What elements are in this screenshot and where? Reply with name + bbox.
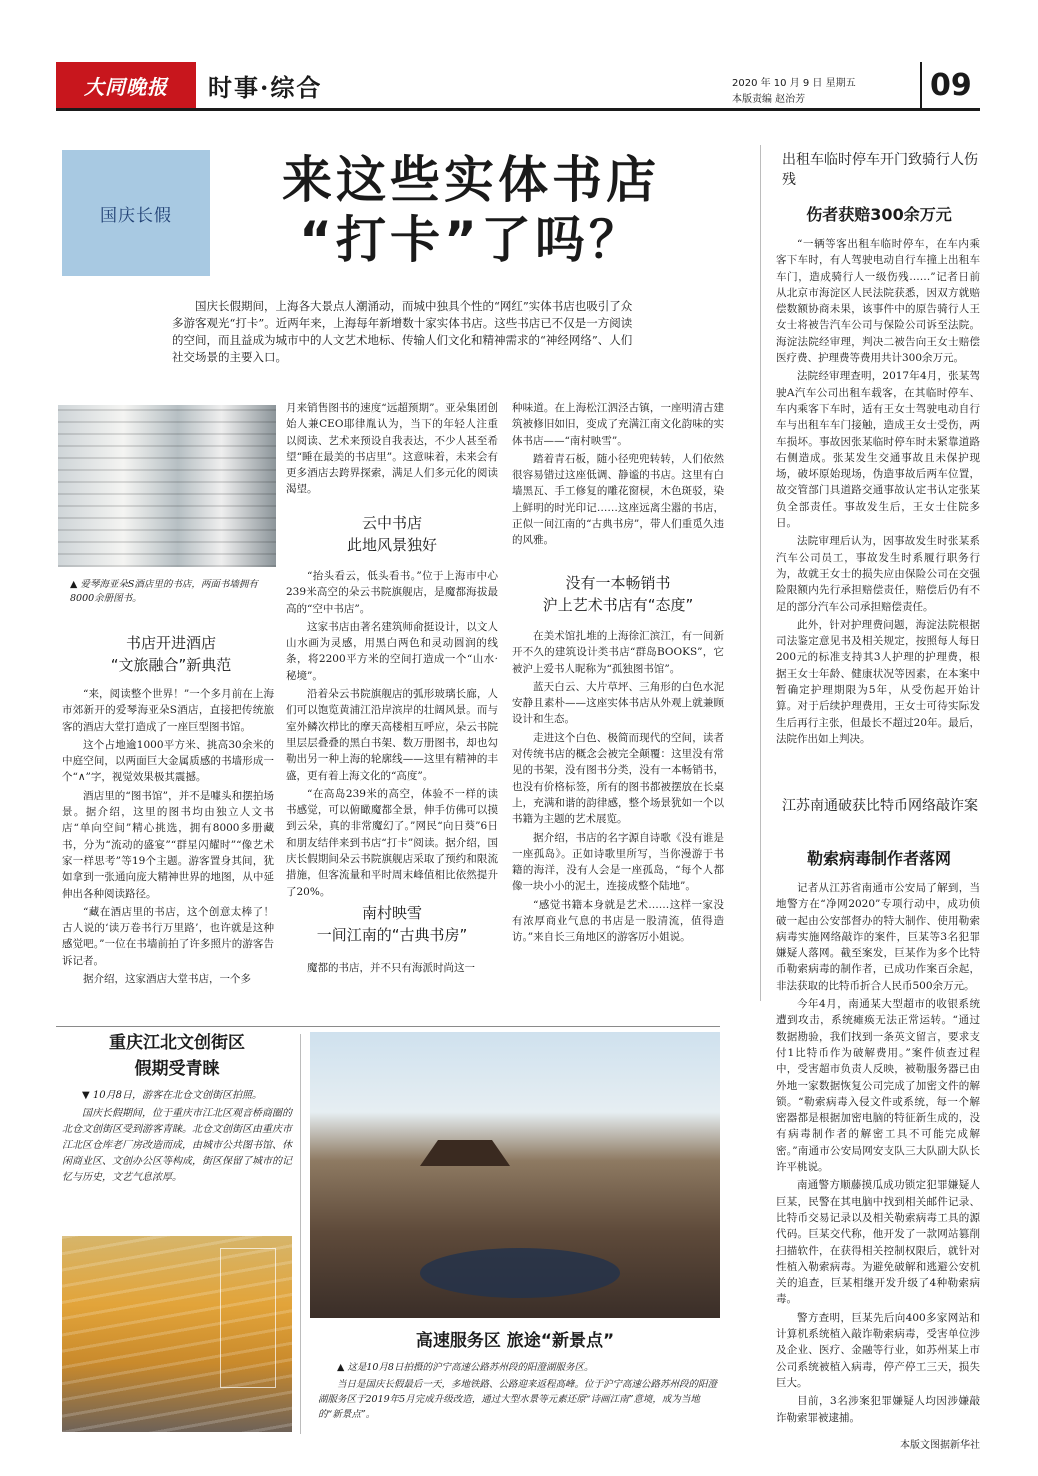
- service-area-caption: [318, 1360, 718, 1424]
- paragraph: 据介绍，书店的名字源自诗歌《没有谁是一座孤岛》。正如诗歌里所写，当你漫游于书籍的海洋，没有人会是一座孤岛，“每个人都像一块小小的泥土，连接成整个陆地”。: [512, 831, 724, 893]
- column-divider: [760, 145, 761, 1001]
- service-area-photo-pool: [420, 1248, 620, 1298]
- headline-line: 重庆江北文创街区: [109, 1033, 245, 1053]
- chongqing-story-headline: [62, 1030, 292, 1082]
- article-column-3b: [512, 628, 724, 948]
- paragraph: 今年4月，南通某大型超市的收银系统遭到攻击，系统瘫痪无法正常运转。“通过数据勘验，我们找到一条英文留言，要求支付1比特币作为破解费用。”案件侦查过程中，受害超市负责人反映，被勒服务器已由外地一家数据恢复公司完成了加密文件的解锁。“勒索病毒入侵文件或系统，每一个解密器都是根据加密电脑的特征新生成的，没有病毒制作者的解密工具不可能完成解密。”南通市公安局网安支队三大队副大队长许平桃说。: [776, 998, 980, 1174]
- subhead-line: “文旅融合”新典范: [110, 656, 232, 674]
- paragraph: 在美术馆扎堆的上海徐汇滨江，有一间新开不久的建筑设计类书店“群岛BOOKS”，它被沪上爱书人昵称为“孤独图书馆”。: [512, 630, 724, 675]
- article-column-2b: [286, 568, 498, 902]
- paragraph: “一辆等客出租车临时停车，在车内乘客下车时，有人驾驶电动自行车撞上出租车车门，造成骑行人一级伤残……”记者日前从北京市海淀区人民法院获悉，因双方就赔偿数额协商未果，该事件中的原告骑行人王女士将被告汽车公司与保险公司诉至法院。海淀法院经审理，判决二被告向王女士赔偿医疗费、护理费等费用共计300余万元。: [776, 238, 980, 365]
- paragraph: “感觉书籍本身就是艺术……这样一家没有浓厚商业气息的书店是一股清流，值得造访。”来自长三角地区的游客厉小姐说。: [512, 898, 724, 944]
- headline-line: 假期受青睐: [134, 1059, 220, 1079]
- lead-headline: [236, 150, 706, 270]
- paragraph: 种味道。在上海松江泗泾古镇，一座明清古建筑被修旧如旧，变成了充满江南文化韵味的实体书店——“南村映雪”。: [512, 402, 724, 447]
- paragraph: 当日是国庆长假最后一天，多地铁路、公路迎来返程高峰。位于沪宁高速公路苏州段的阳澄湖服务区于2019年5月完成升级改造，通过大型水景等元素还原“诗画江南”意境，成为当地的“新景点”。: [318, 1379, 718, 1420]
- paragraph: 法院审理后认为，因事故发生时张某系汽车公司员工，事故发生时系履行职务行为，故就王女士的损失应由保险公司在交强险限额内先行承担赔偿责任，赔偿后仍有不足的部分汽车公司承担赔偿责任。: [776, 535, 980, 613]
- paragraph: 这家书店由著名建筑师俞挺设计，以文人山水画为灵感，用黑白两色和灵动圆润的线条，将2200平方米的空间打造成一个“山水·秘境”。: [286, 620, 498, 682]
- subhead-line: 没有一本畅销书: [565, 574, 671, 592]
- subhead-line: 云中书店: [361, 514, 422, 532]
- taxi-story-headline: 伤者获赔300余万元: [806, 205, 952, 224]
- paragraph: 酒店里的“图书馆”，并不是噱头和摆拍场景。据介绍，这里的图书均由独立人文书店“单向空间”精心挑选，拥有8000多册藏书，分为“流动的盛宴”“群星闪耀时”“像艺术家一样思考”等19个主题。游客置身其间，犹如拿到一张通向庞大精神世界的地图，从中延伸出各种阅读路径。: [62, 789, 274, 900]
- paragraph: ▲ 这是10月8日拍摄的沪宁高速公路苏州段的阳澄湖服务区。: [337, 1362, 594, 1373]
- subhead-hotel-bookstore: [62, 632, 280, 676]
- article-column-2a: [286, 400, 498, 500]
- taxi-story-body: [776, 236, 980, 749]
- paragraph: 沿着朵云书院旗舰店的弧形玻璃长廊，人们可以饱览黄浦江沿岸滨岸的壮阔风景。而与室外鳞次栉比的摩天高楼相互呼应，朵云书院里层层叠叠的黑白书架、数万册图书，却也勾勒出另一种上海的轮廓线——这里有精神的丰盛，更有着上海文化的“高度”。: [286, 688, 498, 782]
- article-column-1: [62, 686, 274, 989]
- paragraph: 南通警方顺藤摸瓜成功锁定犯罪嫌疑人巨某，民警在其电脑中找到相关邮件记录、比特币交易记录以及相关勒索病毒工具的源代码。巨某交代称，他开发了一款网站篡削扫描软件，在获得相关控制权限后，就针对性植入勒索病毒。为避免破解和逃避公安机关的追查，巨某相继开发升级了4种勒索病毒。: [776, 1179, 980, 1306]
- paragraph: 国庆长假期间，位于重庆市江北区观音桥商圈的北仓文创街区受到游客青睐。北仓文创街区由重庆市江北区仓库老厂房改造而成，由城市公共图书馆、休闲商业区、文创办公区等构成，街区保留了城市的记忆与历史，文艺气息浓厚。: [62, 1108, 292, 1183]
- paragraph: 这个占地逾1000平方米、挑高30余米的中庭空间，以两面巨大金属质感的书墙形成一个“∧”字，视觉效果极其震撼。: [62, 738, 274, 784]
- issue-date: 2020 年 10 月 9 日 星期五: [732, 78, 856, 89]
- date-line: [732, 76, 856, 108]
- paragraph: 警方查明，巨某先后向400多家网站和计算机系统植入敲诈勒索病毒，受害单位涉及企业、医疗、金融等行业，如苏州某上市公司系统被植入病毒，停产停工三天，损失巨大。: [776, 1311, 980, 1389]
- topic-tag-label: 国庆长假: [100, 205, 172, 226]
- article-column-2c: [286, 960, 498, 978]
- stairs-photo-sign: [220, 1248, 276, 1388]
- bookstore-photo-shelves: [58, 405, 276, 567]
- subhead-line: 书店开进酒店: [125, 634, 216, 652]
- paragraph: 踏着青石板，随小径兜兜转转，人们依然很容易错过这座低调、静谧的书店。这里有白墙黑瓦、手工修复的雕花窗棂，木色斑驳，染上鲜明的时光印记……这座远离尘嚣的书店，正似一间江南的“古典书房”，带人们重觅久违的风雅。: [512, 452, 724, 547]
- subhead-art-bookstore: [512, 572, 724, 616]
- subhead-line: 南村映雪: [361, 904, 422, 922]
- lead-headline-line1: 来这些实体书店: [282, 151, 660, 209]
- paragraph: 法院经审理查明，2017年4月，张某驾驶A汽车公司出租车载客，在其临时停车、车内乘客下车时，适有王女士驾驶电动自行车与出租车车门接触，造成王女士受伤，两车损坏。事故因张某临时停车时未紧靠道路右侧造成。张某发生交通事故且未保护现场，破坏原始现场，伪造事故后两车位置，故交管部门具道路交通事故认定书认定张某负全部责任。事故发生后，王女士住院多日。: [776, 370, 980, 530]
- paragraph: “在高岛239米的高空，体验不一样的读书感觉，可以俯瞰魔都全景，伸手仿佛可以摸到云朵，真的非常魔幻了。”网民“向日葵”6日和朋友结伴来到书店“打卡”阅读。据介绍，国庆长假期间朵云书院旗舰店采取了预约和限流措施，但客流量和平时周末峰值相比依然提升了20%。: [286, 787, 498, 898]
- subhead-line: 沪上艺术书店有“态度”: [542, 596, 694, 614]
- taxi-story-kicker: 出租车临时停车开门致骑行人伤残: [782, 152, 978, 188]
- bottom-column-divider: [300, 1034, 301, 1434]
- section-title: 时事·综合: [208, 73, 323, 102]
- lead-headline-line2: “打卡”了吗？: [299, 211, 643, 269]
- subhead-line: 此地风景独好: [346, 536, 437, 554]
- article-column-3a: [512, 400, 724, 551]
- paragraph: ▼ 10月8日，游客在北仓文创街区拍照。: [82, 1090, 262, 1101]
- subhead-cloud-bookstore: [286, 512, 498, 556]
- paragraph: 走进这个白色、极简而现代的空间，读者对传统书店的概念会被完全颠覆：这里没有常见的书架，没有图书分类，没有一本畅销书，也没有价格标签，所有的图书都被摆放在长桌上，充满和谐的韵律感，整个场景犹如一个以书籍为主题的艺术展览。: [512, 731, 724, 826]
- photo-credit: 本版文图据新华社: [900, 1440, 980, 1451]
- chongqing-story-body: [62, 1088, 292, 1188]
- topic-tag: [62, 150, 210, 276]
- paragraph: 月来销售图书的速度“远超预期”。亚朵集团创始人兼CEO耶律胤认为，当下的年轻人注重以阅读、艺术来预设自我表达，不少人甚至希望“睡在最美的书店里”。这意味着，未来会有更多酒店去跨界探索，满足人们多元化的阅读渴望。: [286, 402, 498, 496]
- paragraph: “来，阅读整个世界！”一个多月前在上海市郊新开的爱琴海亚朵S酒店，直接把传统旅客的酒店大堂打造成了一座巨型图书馆。: [62, 688, 274, 733]
- page-editor: 本版责编 赵治芳: [732, 94, 806, 105]
- page-number: 09: [930, 68, 972, 103]
- paragraph: 目前，3名涉案犯罪嫌疑人均因涉嫌敲诈勒索罪被逮捕。: [776, 1395, 980, 1424]
- subhead-nancun: [286, 902, 498, 946]
- paragraph: 据介绍，这家酒店大堂书店，一个多: [83, 973, 251, 986]
- paragraph: 蓝天白云、大片草坪、三角形的白色水泥安静且素朴——这座实体书店从外观上就兼顾设计和生态。: [512, 680, 724, 726]
- subhead-line: 一间江南的“古典书房”: [316, 926, 468, 944]
- ransomware-story-headline: 勒索病毒制作者落网: [806, 849, 951, 868]
- paragraph: 此外，针对护理费问题，海淀法院根据司法鉴定意见书及相关规定，按照每人每日200元的标准支持其3人护理的护理费，根据王女士年龄、健康状况等因素，在本案中暂确定护理期限为5年，从受伤起开始计算。对于后续护理费用，王女士可待实际发生后再行主张，但最长不超过20年。最后，法院作出如上判决。: [776, 618, 980, 745]
- service-area-headline: 高速服务区 旅途“新景点”: [415, 1331, 615, 1351]
- bookstore-photo-caption: ▲ 爱琴海亚朵S酒店里的书店，两面书墙拥有8000余册图书。: [70, 579, 258, 604]
- ransomware-story-kicker: 江苏南通破获比特币网络敲诈案: [782, 798, 978, 814]
- lead-intro: 国庆长假期间，上海各大景点人潮涌动，而城中独具个性的“网红”实体书店也吸引了众多游客观光“打卡”。近两年来，上海每年新增数十家实体书店。这些书店已不仅是一方阅读的空间，而且益成为城市中的人文艺术地标、传输人们文化和精神需求的“神经网络”、人们社交场景的主要入口。: [172, 299, 633, 364]
- masthead-rule: [56, 108, 980, 111]
- newspaper-logo: 大同晚报: [56, 62, 196, 108]
- ransomware-story-body: [776, 880, 980, 1428]
- page-number-divider: [920, 62, 922, 108]
- paragraph: 魔都的书店，并不只有海派时尚这一: [307, 962, 475, 974]
- paragraph: “藏在酒店里的书店，这个创意太棒了！古人说的‘读万卷书行万里路’，也许就是这种感觉吧。”一位在书墙前拍了许多照片的游客告诉记者。: [62, 905, 274, 967]
- section-rule: [56, 1026, 720, 1027]
- paragraph: “抬头看云，低头看书。”位于上海市中心239米高空的朵云书院旗舰店，是魔都海拔最高的“空中书店”。: [286, 570, 498, 615]
- paragraph: 记者从江苏省南通市公安局了解到，当地警方在“净网2020”专项行动中，成功侦破一起由公安部督办的特大制作、使用勒索病毒实施网络敲诈的案件，巨某等3名犯罪嫌疑人落网。截至案发，巨某作为多个比特币勒索病毒的制作者，已成功作案百余起，非法获取的比特币折合人民币500余万元。: [776, 882, 980, 992]
